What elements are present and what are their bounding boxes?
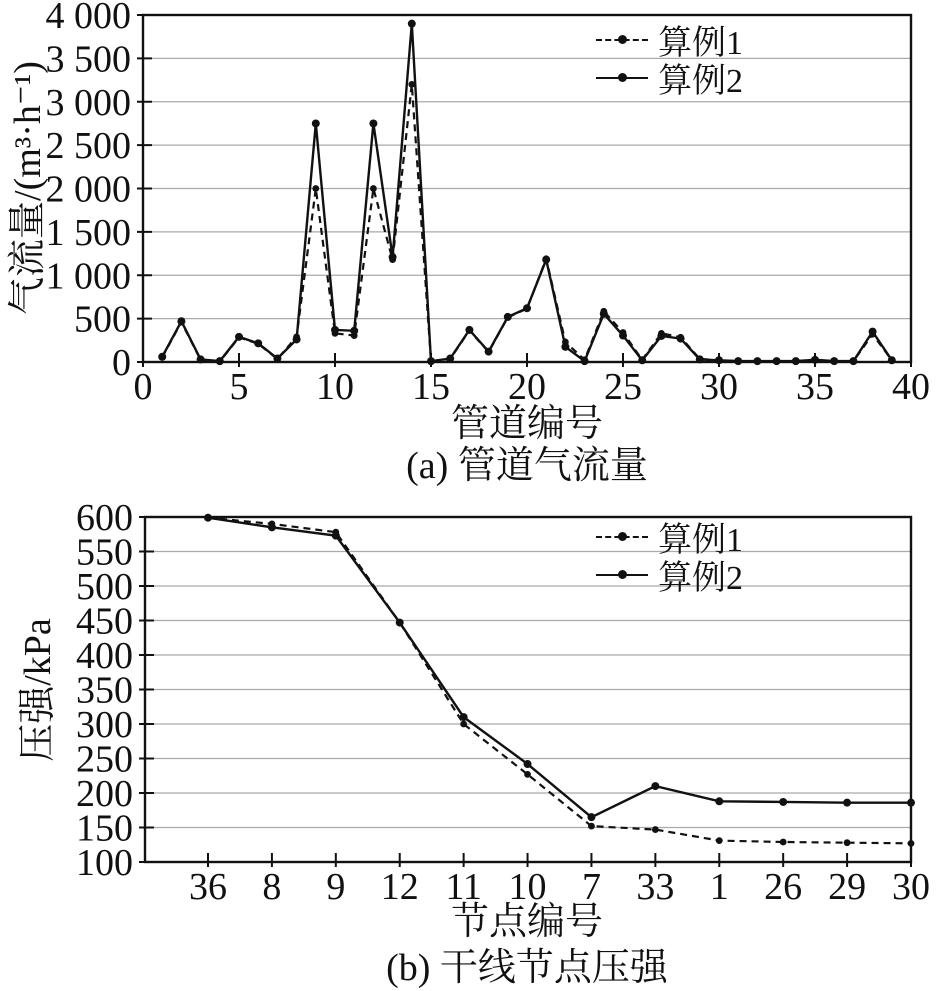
chart-b-x-tick-label: 12: [380, 866, 419, 908]
chart-a-y-tick-label: 3 500: [45, 38, 131, 81]
chart-a-series-2-marker: [657, 332, 665, 340]
chart-b-series-2-marker: [779, 798, 787, 806]
chart-b-series-2-marker: [524, 760, 532, 768]
chart-b-series-2-marker: [587, 813, 595, 821]
dashed-line-marker-icon: [596, 517, 648, 555]
chart-b-series-2-marker: [651, 782, 659, 790]
chart-b-y-tick-label: 400: [76, 635, 133, 677]
chart-b: [76, 497, 930, 908]
chart-b-y-tick-label: 300: [76, 704, 133, 746]
chart-b-series-2-marker: [907, 799, 915, 807]
chart-a-series-2-marker: [773, 357, 781, 365]
chart-a-x-axis-label: 管道编号: [450, 403, 603, 445]
chart-a-x-tick-label: 0: [133, 366, 153, 408]
chart-a-y-tick-label: 2 000: [45, 168, 131, 211]
dot-marker-icon: [618, 73, 627, 82]
chart-b-series-2-marker: [268, 523, 276, 531]
chart-b-x-tick-label: 1: [709, 866, 729, 908]
chart-a-series-2-marker: [581, 357, 589, 365]
chart-b-series-2-line: [208, 518, 911, 817]
chart-a-series-2-marker: [523, 304, 531, 312]
chart-b-x-tick-label: 30: [892, 866, 930, 908]
chart-a-series-2-marker: [312, 119, 320, 127]
chart-a-series-2-marker: [427, 357, 435, 365]
chart-b-y-tick-label: 450: [76, 600, 133, 643]
chart-b-x-tick-label: 33: [636, 866, 675, 908]
chart-a-series-1-line: [162, 84, 892, 361]
chart-a-series-2-marker: [389, 253, 397, 261]
chart-a-y-axis-label: 气流量/(m³·h⁻¹): [7, 61, 49, 315]
chart-b-series-2-marker: [396, 619, 404, 627]
chart-a-series-2-marker: [619, 332, 627, 340]
chart-b-x-tick-label: 7: [581, 866, 601, 908]
chart-b-series-2-marker: [843, 799, 851, 807]
chart-a-x-tick-label: 5: [229, 366, 249, 408]
chart-b-x-axis-label: 节点编号: [450, 901, 603, 943]
chart-b-y-tick-label: 500: [76, 566, 133, 608]
chart-a-y-tick-label: 1 000: [45, 255, 131, 298]
legend-label-case1: 算例1: [658, 24, 743, 62]
chart-b-y-tick-label: 550: [76, 531, 133, 574]
legend-label-case1: 算例1: [658, 521, 743, 559]
chart-b-series-1-marker: [908, 840, 915, 847]
chart-b-x-tick-label: 29: [828, 866, 867, 908]
chart-a-series-2-marker: [888, 356, 896, 364]
chart-a-series-2-marker: [465, 326, 473, 334]
chart-a-y-tick-label: 4 000: [45, 0, 131, 37]
chart-a-series-2-marker: [331, 326, 339, 334]
chart-a-series-2-marker: [235, 333, 243, 341]
chart-b-series-1-marker: [780, 839, 787, 846]
chart-b-x-tick-label: 26: [764, 866, 803, 908]
chart-a-series-2-marker: [273, 355, 281, 363]
chart-b-legend: [596, 517, 743, 597]
chart-a-x-tick-label: 35: [796, 366, 834, 408]
chart-a-series-2-marker: [293, 335, 301, 343]
chart-a-series-2-marker: [369, 119, 377, 127]
chart-a-series-2-marker: [350, 327, 358, 335]
chart-a-y-tick-label: 500: [74, 298, 131, 341]
chart-b-y-axis-label: 压强/kPa: [17, 618, 59, 762]
legend-item-case2: [596, 555, 743, 597]
chart-a-series-2-marker: [485, 348, 493, 356]
dashed-line-marker-icon: [596, 20, 648, 58]
chart-b-series-1-marker: [460, 721, 467, 728]
chart-b-series-2-marker: [204, 514, 212, 522]
chart-a-series-2-marker: [849, 357, 857, 365]
solid-line-marker-icon: [596, 58, 648, 96]
legend-label-case2: 算例2: [658, 559, 743, 597]
chart-b-x-tick-label: 11: [445, 866, 482, 908]
chart-a-series-2-marker: [197, 355, 205, 363]
legend-label-case2: 算例2: [658, 62, 743, 100]
chart-a-series-2-marker: [177, 317, 185, 325]
chart-a-series-2-marker: [869, 328, 877, 336]
chart-b-x-tick-label: 36: [189, 866, 227, 908]
chart-b-series-2-marker: [460, 713, 468, 721]
chart-a-y-tick-label: 0: [112, 342, 131, 384]
dot-marker-icon: [618, 35, 627, 44]
chart-a-series-2-marker: [753, 357, 761, 365]
dot-marker-icon: [618, 570, 627, 579]
chart-b-y-tick-label: 600: [76, 497, 133, 539]
chart-a-series-2-marker: [715, 356, 723, 364]
chart-b-series-2-marker: [715, 797, 723, 805]
chart-a-series-2-marker: [216, 357, 224, 365]
chart-b-series-1-marker: [716, 837, 723, 844]
chart-b-x-tick-label: 10: [508, 866, 547, 908]
chart-a: [46, 0, 931, 408]
chart-b-series-2-marker: [332, 532, 340, 540]
chart-b-x-tick-label: 8: [262, 866, 282, 908]
chart-a-y-tick-label: 1 500: [45, 211, 131, 254]
chart-a-series-2-marker: [696, 355, 704, 363]
chart-b-x-tick-label: 9: [326, 866, 346, 908]
chart-b-y-tick-label: 350: [76, 669, 133, 712]
chart-a-x-tick-label: 30: [700, 366, 738, 408]
chart-a-series-2-marker: [830, 357, 838, 365]
chart-a-x-tick-label: 20: [508, 366, 546, 408]
chart-a-series-2-marker: [561, 343, 569, 351]
chart-a-series-2-marker: [811, 356, 819, 364]
chart-a-x-tick-label: 40: [892, 366, 930, 408]
chart-b-y-tick-label: 200: [76, 773, 133, 815]
chart-a-series-2-marker: [600, 310, 608, 318]
solid-line-marker-icon: [596, 555, 648, 593]
chart-a-series-2-marker: [158, 353, 166, 361]
chart-a-x-tick-label: 25: [604, 366, 642, 408]
chart-b-series-1-marker: [844, 839, 851, 846]
chart-a-series-2-marker: [446, 355, 454, 363]
chart-b-series-1-marker: [524, 771, 531, 778]
chart-b-caption: (b) 干线节点压强: [386, 947, 668, 989]
chart-b-series-1-marker: [588, 823, 595, 830]
chart-a-series-1-marker: [370, 185, 377, 192]
chart-a-y-tick-label: 2 500: [45, 125, 131, 168]
chart-b-series-1-marker: [652, 826, 659, 833]
dot-marker-icon: [618, 532, 627, 541]
chart-a-x-tick-label: 15: [412, 366, 450, 408]
legend-item-case2: [596, 58, 743, 100]
chart-a-x-tick-label: 10: [316, 366, 354, 408]
chart-a-series-1-marker: [312, 185, 319, 192]
chart-a-y-tick-label: 3 000: [45, 81, 131, 124]
chart-a-series-2-marker: [792, 357, 800, 365]
chart-b-series-1-line: [208, 518, 911, 844]
chart-a-series-2-marker: [408, 20, 416, 28]
chart-b-y-tick-label: 250: [76, 738, 133, 781]
chart-a-series-2-marker: [638, 356, 646, 364]
chart-a-series-2-marker: [542, 256, 550, 264]
chart-a-legend: [596, 20, 743, 100]
chart-a-series-2-marker: [254, 339, 262, 347]
chart-b-y-tick-label: 150: [76, 807, 133, 850]
chart-a-series-2-marker: [734, 357, 742, 365]
chart-a-series-2-marker: [677, 335, 685, 343]
chart-b-y-tick-label: 100: [76, 842, 133, 884]
chart-a-caption: (a) 管道气流量: [406, 445, 648, 487]
chart-a-series-2-marker: [504, 313, 512, 321]
